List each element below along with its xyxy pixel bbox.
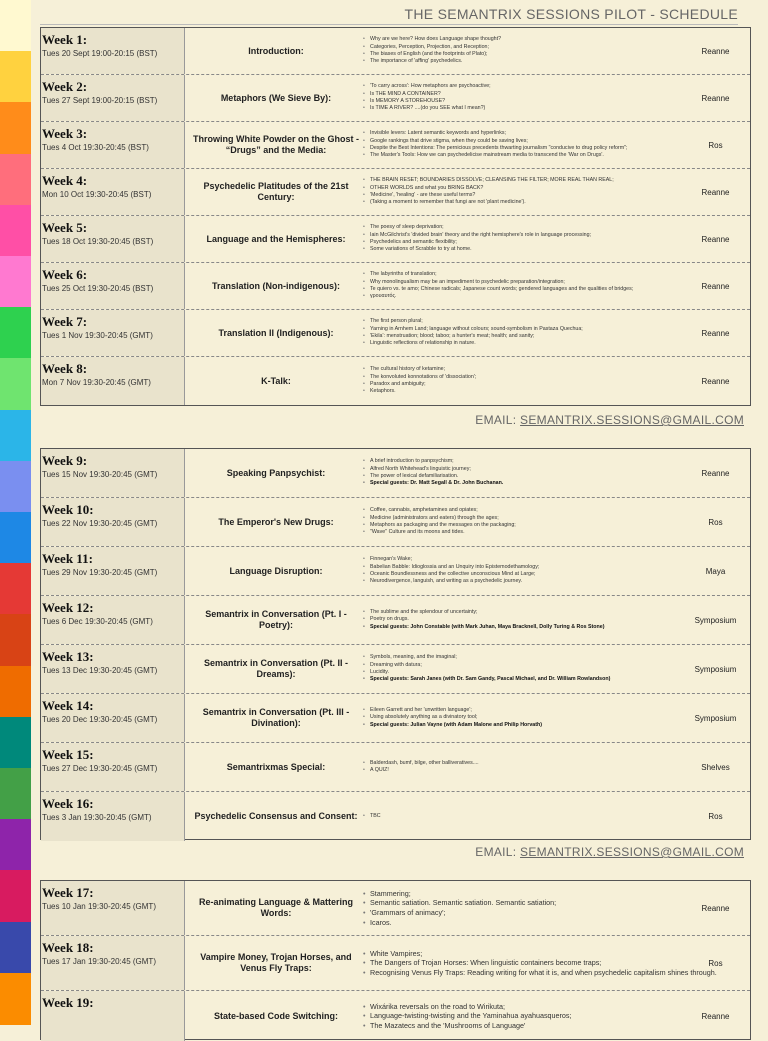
topic-item: • The cultural history of ketamine; xyxy=(370,366,476,373)
schedule-row xyxy=(41,596,750,645)
topic-item: • Special guests: John Constable (with Mark Juhan, Maya Bracknell, Dolly Turing & Ros Stone) xyxy=(370,624,604,631)
schedule-row xyxy=(41,991,750,1041)
week-cell xyxy=(41,310,185,356)
topic-item: • OTHER WORLDS and what you BRING BACK? xyxy=(370,185,614,192)
week-label: Week 7: xyxy=(42,314,88,329)
topic-item: • Dreaming with datura; xyxy=(370,662,610,669)
topic-item: • Why monolingualism may be an impediment to psychedelic preparation/integration; xyxy=(370,279,633,286)
topic-list xyxy=(361,83,491,113)
email-label: EMAIL: xyxy=(475,413,521,427)
host-name: Symposium xyxy=(694,713,737,723)
session-title: Translation II (Indigenous): xyxy=(218,327,334,338)
topic-item: • Iain McGilchrist's 'divided brain' theory and the right hemisphere's role in language processing; xyxy=(370,232,591,239)
topics-cell xyxy=(361,216,679,262)
topic-item: • Paradox and ambiguity; xyxy=(370,381,476,388)
session-title: Language and the Hemispheres: xyxy=(206,233,346,244)
session-date: Tues 6 Dec 19:30-20:45 (GMT) xyxy=(42,617,153,626)
email-link[interactable]: SEMANTRIX.SESSIONS@GMAIL.COM xyxy=(520,413,744,427)
topic-list xyxy=(361,889,556,927)
host-name: Maya xyxy=(705,566,726,576)
week-label: Week 14: xyxy=(42,698,94,713)
week-cell xyxy=(41,694,185,742)
topic-item: • Coffee, cannabis, amphetamines and opiates; xyxy=(370,507,516,514)
schedule-row xyxy=(41,547,750,596)
topic-item: • TBC xyxy=(370,813,381,820)
week-label: Week 15: xyxy=(42,747,94,762)
session-date: Tues 3 Jan 19:30-20:45 (GMT) xyxy=(42,813,152,822)
session-title: Speaking Panpsychist: xyxy=(226,467,326,478)
topics-cell xyxy=(361,743,679,791)
week-label: Week 8: xyxy=(42,361,88,376)
topic-list xyxy=(361,707,542,729)
topic-list xyxy=(361,760,479,775)
topics-cell xyxy=(361,596,679,644)
week-cell xyxy=(41,936,185,990)
topic-list xyxy=(361,1002,572,1031)
topic-list xyxy=(361,654,610,684)
topic-item: • Babelian Babble: Idioglossia and an Unquiry into Epistemodethamology; xyxy=(370,564,539,571)
session-date: Tues 4 Oct 19:30-20:45 (BST) xyxy=(42,143,149,152)
topic-item: • Invisible levers: Latent semantic keywords and hyperlinks; xyxy=(370,130,627,137)
schedule-row xyxy=(41,449,750,498)
topic-item: • Linguistic reflections of relationship in nature. xyxy=(370,340,583,347)
session-title: K-Talk: xyxy=(261,375,291,386)
topic-item: • Is MEMORY A STOREHOUSE? xyxy=(370,98,491,105)
week-label: Week 19: xyxy=(42,995,94,1010)
schedule-row xyxy=(41,743,750,792)
session-title: Language Disruption: xyxy=(229,565,323,576)
topic-item: • White Vampires; xyxy=(370,949,717,959)
week-cell xyxy=(41,169,185,215)
host-name: Reanne xyxy=(701,46,730,56)
topic-item: • Some variations of Scrabble to try at home. xyxy=(370,246,591,253)
topic-item: • Metaphors as packaging and the messages on the packaging; xyxy=(370,522,516,529)
topic-item: • Icaros. xyxy=(370,918,556,928)
schedule-table-1 xyxy=(40,27,751,406)
host-name: Reanne xyxy=(701,93,730,103)
topics-cell xyxy=(361,645,679,693)
topic-item: • 'Medicine', 'healing' - are these useful terms? xyxy=(370,192,614,199)
topic-item: • Wixárika reversals on the road to Wirikuta; xyxy=(370,1002,572,1012)
session-date: Tues 10 Jan 19:30-20:45 (GMT) xyxy=(42,902,156,911)
schedule-page-3 xyxy=(0,875,768,1030)
topic-list xyxy=(361,813,381,820)
session-title: State-based Code Switching: xyxy=(213,1010,338,1021)
host-name: Reanne xyxy=(701,903,730,913)
topic-item: • The sublime and the splendour of uncertainty; xyxy=(370,609,604,616)
schedule-row xyxy=(41,122,750,169)
email-footer xyxy=(475,413,744,427)
session-title: Psychedelic Platitudes of the 21st Century: xyxy=(203,181,349,202)
topic-item: • "Wave" Culture and its moons and tides. xyxy=(370,529,516,536)
session-date: Tues 22 Nov 19:30-20:45 (GMT) xyxy=(42,519,158,528)
topic-item: • γρουαυτός. xyxy=(370,293,633,300)
host-name: Symposium xyxy=(694,664,737,674)
topic-item: • Semantic satiation. Semantic satiation. Semantic satiation; xyxy=(370,898,556,908)
schedule-row xyxy=(41,357,750,405)
week-label: Week 3: xyxy=(42,126,88,141)
session-title: Translation (Non-indigenous): xyxy=(212,280,340,291)
topic-list xyxy=(361,318,583,348)
schedule-page-1 xyxy=(0,0,768,440)
topic-item: • Language-twisting-twisting and the Yaminahua ayahuasqueros; xyxy=(370,1011,572,1021)
session-title: Re-animating Language & Mattering Words: xyxy=(198,897,353,918)
topic-item: • Lucidity. xyxy=(370,669,610,676)
session-date: Tues 25 Oct 19:30-20:45 (BST) xyxy=(42,284,154,293)
topics-cell xyxy=(361,75,679,121)
topics-cell xyxy=(361,28,679,74)
week-cell xyxy=(41,498,185,546)
topic-item: • THE BRAIN RESET; BOUNDARIES DISSOLVE; CLEANSING THE FILTER; MORE REAL THAN REAL; xyxy=(370,177,614,184)
week-label: Week 16: xyxy=(42,796,94,811)
week-cell xyxy=(41,216,185,262)
topics-cell xyxy=(361,881,679,935)
session-date: Tues 27 Dec 19:30-20:45 (GMT) xyxy=(42,764,158,773)
schedule-row xyxy=(41,75,750,122)
topic-item: • The biases of English (and the footprints of Plato); xyxy=(370,51,501,58)
topic-item: • The konvoluted konnotations of 'dissociation'; xyxy=(370,374,476,381)
week-cell xyxy=(41,263,185,309)
session-date: Tues 29 Nov 19:30-20:45 (GMT) xyxy=(42,568,158,577)
session-date: Tues 1 Nov 19:30-20:45 (GMT) xyxy=(42,331,153,340)
topic-item: • The labyrinths of translation; xyxy=(370,271,633,278)
week-label: Week 17: xyxy=(42,885,94,900)
topic-list xyxy=(361,271,633,301)
host-name: Reanne xyxy=(701,468,730,478)
topic-item: • Psychedelics and semantic flexibility; xyxy=(370,239,591,246)
topics-cell xyxy=(361,169,679,215)
topic-list xyxy=(361,177,614,207)
topics-cell xyxy=(361,122,679,168)
topic-item: • Neurodivergence, languish, and writing as a psychedelic journey. xyxy=(370,578,539,585)
topic-item: • Google rankings that drive stigma, when they could be saving lives; xyxy=(370,138,627,145)
host-name: Shelves xyxy=(701,762,730,772)
week-cell xyxy=(41,449,185,497)
topic-item: • The first person plural; xyxy=(370,318,583,325)
schedule-row xyxy=(41,310,750,357)
topic-item: • Te quiero vs. te amo; Chinese radicals; Japanese count words; gendered languages and the qualities of bridges; xyxy=(370,286,633,293)
topic-item: • A QUIZ! xyxy=(370,767,479,774)
topic-list xyxy=(361,458,503,488)
week-label: Week 11: xyxy=(42,551,93,566)
topic-item: • Balderdash, bumf, bilge, other balliveratives.... xyxy=(370,760,479,767)
topic-item: • Special guests: Dr. Matt Segall & Dr. John Buchanan. xyxy=(370,480,503,487)
week-cell xyxy=(41,792,185,841)
schedule-row xyxy=(41,694,750,743)
schedule-row xyxy=(41,881,750,936)
topic-list xyxy=(361,949,717,978)
topic-item: • Special guests: Sarah Janes (with Dr. Sam Gandy, Pascal Michael, and Dr. William Rowlandson) xyxy=(370,676,610,683)
topics-cell xyxy=(361,694,679,742)
schedule-table-3 xyxy=(40,880,751,1040)
email-label: EMAIL: xyxy=(475,845,521,859)
topic-item: • The power of lexical defamiliarisation. xyxy=(370,473,503,480)
topics-cell xyxy=(361,357,679,405)
session-title: Metaphors (We Sieve By): xyxy=(220,92,332,103)
email-footer xyxy=(475,845,744,859)
host-name: Ros xyxy=(708,517,723,527)
topic-item: • 'Ekila': menstruation; blood; taboo; a hunter's meat; health; and sanity; xyxy=(370,333,583,340)
topics-cell xyxy=(361,263,679,309)
week-cell xyxy=(41,991,185,1041)
topic-item: • Eileen Garrett and her 'unwritten language'; xyxy=(370,707,542,714)
week-label: Week 12: xyxy=(42,600,94,615)
topic-item: • Using absolutely anything as a divinatory tool; xyxy=(370,714,542,721)
page-title: THE SEMANTRIX SESSIONS PILOT - SCHEDULE xyxy=(40,6,738,25)
host-name: Reanne xyxy=(701,328,730,338)
topics-cell xyxy=(361,498,679,546)
session-date: Mon 10 Oct 19:30-20:45 (BST) xyxy=(42,190,152,199)
topics-cell xyxy=(361,449,679,497)
topic-item: • Medicine (administrators and eaters) through the ages; xyxy=(370,515,516,522)
session-date: Tues 18 Oct 19:30-20:45 (BST) xyxy=(42,237,154,246)
topic-item: • (Taking a moment to remember that fungi are not 'plant medicine'). xyxy=(370,199,614,206)
schedule-row xyxy=(41,498,750,547)
topic-item: • Categories, Perception, Projection, and Reception; xyxy=(370,44,501,51)
topic-item: • Is TIME A RIVER? ....(do you SEE what I mean?) xyxy=(370,105,491,112)
topic-item: • The poesy of sleep deprivation; xyxy=(370,224,591,231)
week-label: Week 5: xyxy=(42,220,88,235)
session-date: Tues 15 Nov 19:30-20:45 (GMT) xyxy=(42,470,158,479)
week-label: Week 13: xyxy=(42,649,94,664)
topic-item: • 'Grammars of animacy'; xyxy=(370,908,556,918)
schedule-table-2 xyxy=(40,448,751,840)
topic-list xyxy=(361,507,516,537)
week-cell xyxy=(41,881,185,935)
topic-item: • Special guests: Julian Vayne (with Adam Malone and Philip Horvath) xyxy=(370,722,542,729)
topic-item: • 'To carry across': How metaphors are psychoactive; xyxy=(370,83,491,90)
topic-item: • Why are we here? How does Language shape thought? xyxy=(370,36,501,43)
topic-item: • Recognising Venus Fly Traps: Reading writing for what it is, and when psychedelic capitalism shines through. xyxy=(370,968,717,978)
host-name: Symposium xyxy=(694,615,737,625)
topic-list xyxy=(361,130,627,160)
topics-cell xyxy=(361,547,679,595)
week-cell xyxy=(41,357,185,405)
week-cell xyxy=(41,122,185,168)
topic-item: • Symbols, meaning, and the imaginal; xyxy=(370,654,610,661)
schedule-row xyxy=(41,216,750,263)
topics-cell xyxy=(361,792,679,841)
week-label: Week 9: xyxy=(42,453,88,468)
session-title: Introduction: xyxy=(248,45,304,56)
session-date: Tues 20 Sept 19:00-20:15 (BST) xyxy=(42,49,158,58)
session-title: Vampire Money, Trojan Horses, and Venus Fly Traps: xyxy=(200,952,352,973)
week-label: Week 18: xyxy=(42,940,94,955)
topic-item: • Is THE MIND A CONTAINER? xyxy=(370,91,491,98)
week-cell xyxy=(41,75,185,121)
schedule-row xyxy=(41,645,750,694)
host-name: Ros xyxy=(708,140,723,150)
host-name: Reanne xyxy=(701,281,730,291)
session-title: The Emperor's New Drugs: xyxy=(218,516,334,527)
host-name: Reanne xyxy=(701,376,730,386)
host-name: Reanne xyxy=(701,234,730,244)
topic-item: • Finnegan's Wake; xyxy=(370,556,539,563)
topic-item: • The Mazatecs and the 'Mushrooms of Language' xyxy=(370,1021,572,1031)
week-cell xyxy=(41,28,185,74)
session-title: Throwing White Powder on the Ghost - “Drugs” and the Media: xyxy=(193,134,359,155)
week-label: Week 10: xyxy=(42,502,94,517)
week-label: Week 6: xyxy=(42,267,88,282)
schedule-row xyxy=(41,28,750,75)
host-name: Ros xyxy=(708,812,723,821)
session-date: Mon 7 Nov 19:30-20:45 (GMT) xyxy=(42,378,151,387)
week-cell xyxy=(41,743,185,791)
week-cell xyxy=(41,547,185,595)
session-title: Semantrixmas Special: xyxy=(226,761,326,772)
topic-list xyxy=(361,224,591,254)
topic-item: • Poetry on drugs. xyxy=(370,616,604,623)
topic-item: • Despite the Best Intentions: The pernicious precedents thwarting journalism "conducive to drug policy reform"; xyxy=(370,145,627,152)
host-name: Reanne xyxy=(701,1011,730,1021)
week-cell xyxy=(41,596,185,644)
email-link[interactable]: SEMANTRIX.SESSIONS@GMAIL.COM xyxy=(520,845,744,859)
topic-list xyxy=(361,36,501,66)
session-title: Psychedelic Consensus and Consent: xyxy=(194,811,358,821)
schedule-row xyxy=(41,936,750,991)
topics-cell xyxy=(361,310,679,356)
host-name: Ros xyxy=(708,958,723,968)
session-date: Tues 27 Sept 19:00-20:15 (BST) xyxy=(42,96,158,105)
topic-item: • Oceanic Boundlessness and the collective unconscious Mind at Large; xyxy=(370,571,539,578)
week-label: Week 1: xyxy=(42,32,88,47)
topic-item: • The Dangers of Trojan Horses: When linguistic containers become traps; xyxy=(370,958,717,968)
session-title: Semantrix in Conversation (Pt. I - Poetry): xyxy=(205,609,347,630)
week-label: Week 2: xyxy=(42,79,88,94)
schedule-row xyxy=(41,263,750,310)
topic-item: • The Master's Tools: How we can psychedelicise mainstream media to transcend the 'War on Drugs'. xyxy=(370,152,627,159)
topic-list xyxy=(361,556,539,586)
topic-item: • A brief introduction to panpsychism; xyxy=(370,458,503,465)
session-title: Semantrix in Conversation (Pt. III - Divination): xyxy=(202,707,350,728)
topics-cell xyxy=(361,991,679,1041)
topic-list xyxy=(361,609,604,631)
schedule-row xyxy=(41,792,750,841)
session-date: Tues 20 Dec 19:30-20:45 (GMT) xyxy=(42,715,158,724)
topic-item: • The importance of 'affing' psychedelics. xyxy=(370,58,501,65)
host-name: Reanne xyxy=(701,187,730,197)
topic-item: • Alfred North Whitehead's linguistic journey; xyxy=(370,466,503,473)
session-title: Semantrix in Conversation (Pt. II - Dreams): xyxy=(203,658,349,679)
topic-item: • Stammering; xyxy=(370,889,556,899)
schedule-page-2 xyxy=(0,440,768,860)
session-date: Tues 17 Jan 19:30-20:45 (GMT) xyxy=(42,957,156,966)
topic-list xyxy=(361,366,476,396)
schedule-row xyxy=(41,169,750,216)
week-label: Week 4: xyxy=(42,173,88,188)
topic-item: • Yarning in Arnhem Land; language without colours; sound-symbolism in Pastaza Quechua; xyxy=(370,326,583,333)
week-cell xyxy=(41,645,185,693)
topic-item: • Ketaphors. xyxy=(370,388,476,395)
session-date: Tues 13 Dec 19:30-20:45 (GMT) xyxy=(42,666,158,675)
